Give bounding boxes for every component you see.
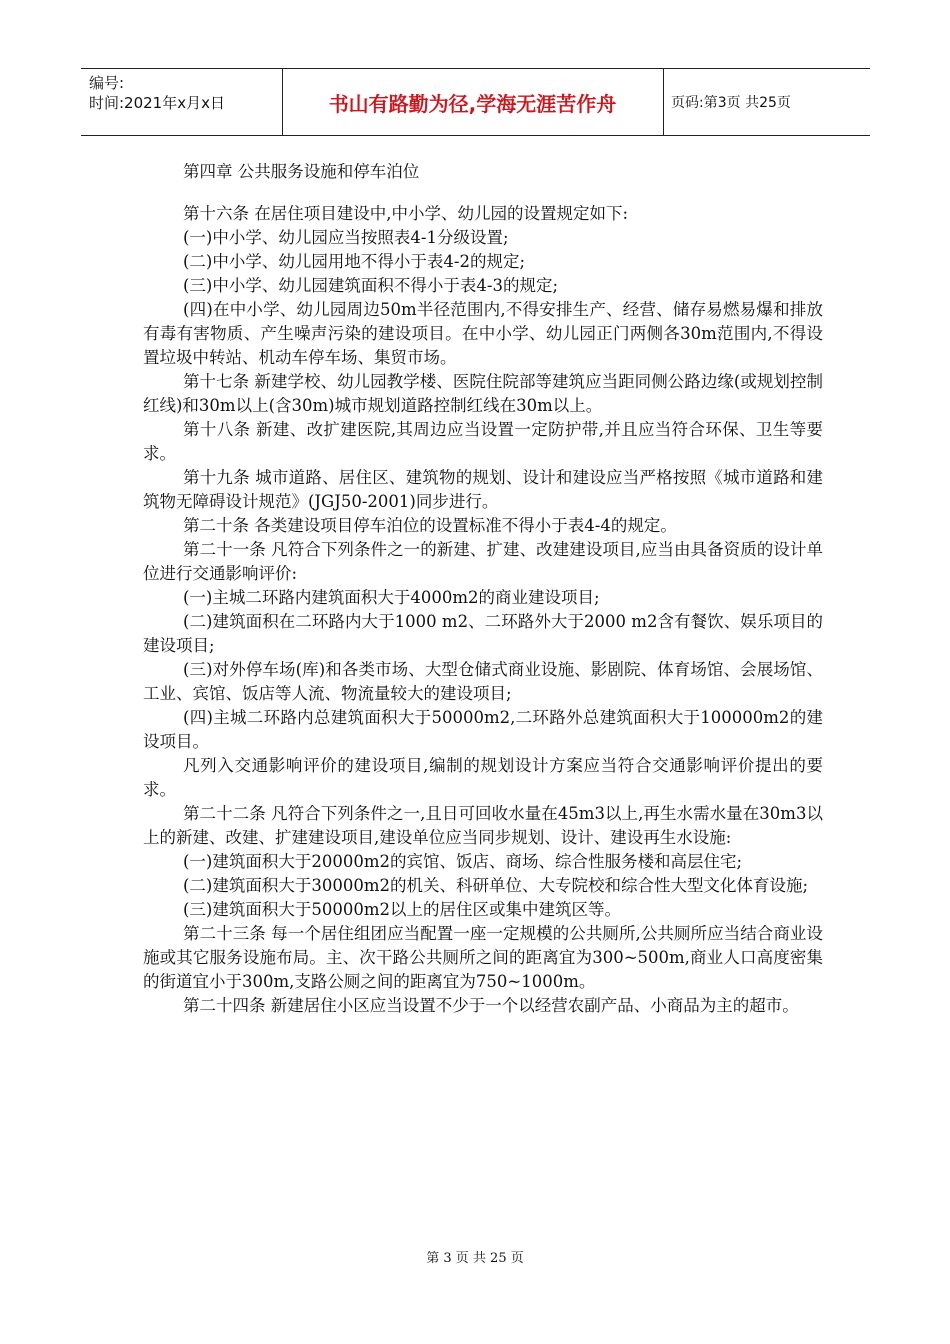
doc-number-label: 编号: <box>89 74 125 92</box>
clause-paragraph: (二)建筑面积在二环路内大于1000 m2、二环路外大于2000 m2含有餐饮、娱乐项目的建设项目; <box>143 612 823 655</box>
header-meta <box>89 73 225 113</box>
clause-paragraph: (三)对外停车场(库)和各类市场、大型仓储式商业设施、影剧院、体育场馆、会展场馆、工业、宾馆、饭店等人流、物流量较大的建设项目; <box>143 660 823 703</box>
article-paragraph: 第二十三条 每一个居住组团应当配置一座一定规模的公共厕所,公共厕所应当结合商业设施或其它服务设施布局。主、次干路公共厕所之间的距离宜为300~500m,商业人口高度密集的街道宜小于300m,支路公厕之间的距离宜为750~1000m。 <box>143 924 823 991</box>
note-paragraph: 凡列入交通影响评价的建设项目,编制的规划设计方案应当符合交通影响评价提出的要求。 <box>143 756 823 799</box>
article-paragraph: 第二十条 各类建设项目停车泊位的设置标准不得小于表4-4的规定。 <box>183 516 677 535</box>
header-divider <box>663 69 664 135</box>
header-page-info: 页码:第3页 共25页 <box>671 95 791 111</box>
clause-paragraph: (三)中小学、幼儿园建筑面积不得小于表4-3的规定; <box>183 276 559 295</box>
article-paragraph: 第二十二条 凡符合下列条件之一,且日可回收水量在45m3以上,再生水需水量在30m3以上的新建、改建、扩建建设项目,建设单位应当同步规划、设计、建设再生水设施: <box>143 804 823 847</box>
article-paragraph: 第二十一条 凡符合下列条件之一的新建、扩建、改建建设项目,应当由具备资质的设计单位进行交通影响评价: <box>143 540 823 583</box>
clause-paragraph: (四)主城二环路内总建筑面积大于50000m2,二环路外总建筑面积大于100000m2的建设项目。 <box>143 708 823 751</box>
article-paragraph: 第二十四条 新建居住小区应当设置不少于一个以经营农副产品、小商品为主的超市。 <box>183 996 799 1015</box>
date-label: 时间:2021年x月x日 <box>89 94 225 112</box>
page-header <box>81 68 870 136</box>
article-paragraph: 第十七条 新建学校、幼儿园教学楼、医院住院部等建筑应当距同侧公路边缘(或规划控制红线)和30m以上(含30m)城市规划道路控制红线在30m以上。 <box>143 372 823 415</box>
clause-paragraph: (一)建筑面积大于20000m2的宾馆、饭店、商场、综合性服务楼和高层住宅; <box>183 852 743 871</box>
header-motto: 书山有路勤为径,学海无涯苦作舟 <box>328 91 617 116</box>
document-body <box>143 160 823 1018</box>
clause-paragraph: (二)建筑面积大于30000m2的机关、科研单位、大专院校和综合性大型文化体育设施; <box>183 876 809 895</box>
clause-paragraph: (四)在中小学、幼儿园周边50m半径范围内,不得安排生产、经营、储存易燃易爆和排放有毒有害物质、产生噪声污染的建设项目。在中小学、幼儿园正门两侧各30m范围内,不得设置垃圾中转站、机动车停车场、集贸市场。 <box>143 300 823 367</box>
clause-paragraph: (三)建筑面积大于50000m2以上的居住区或集中建筑区等。 <box>183 900 622 919</box>
chapter-title: 第四章 公共服务设施和停车泊位 <box>183 162 420 181</box>
article-paragraph: 第十九条 城市道路、居住区、建筑物的规划、设计和建设应当严格按照《城市道路和建筑物无障碍设计规范》(JGJ50-2001)同步进行。 <box>143 468 823 511</box>
clause-paragraph: (一)主城二环路内建筑面积大于4000m2的商业建设项目; <box>183 588 600 607</box>
page-footer: 第 3 页 共 25 页 <box>426 1251 524 1266</box>
article-paragraph: 第十八条 新建、改扩建医院,其周边应当设置一定防护带,并且应当符合环保、卫生等要求。 <box>143 420 823 463</box>
clause-paragraph: (二)中小学、幼儿园用地不得小于表4-2的规定; <box>183 252 526 271</box>
clause-paragraph: (一)中小学、幼儿园应当按照表4-1分级设置; <box>183 228 509 247</box>
article-paragraph: 第十六条 在居住项目建设中,中小学、幼儿园的设置规定如下: <box>183 204 629 223</box>
